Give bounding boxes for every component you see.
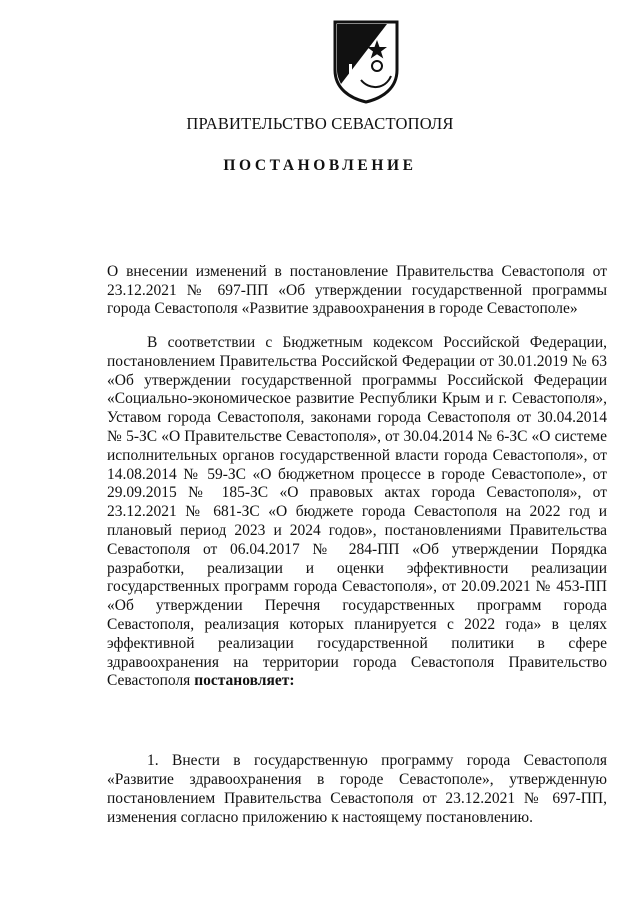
decree-item-1: 1. Внести в государственную программу города Севастополя «Развитие здравоохранения в городе Севастополе», утвержденную постановлением Правительства Севастополя от 23.12.2021 № 697-ПП, изменения согласно приложению к настоящему постановлению. [107,752,607,826]
preamble-text: В соответствии с Бюджетным кодексом Российской Федерации, постановлением Правительства Российской Федерации от 30.01.2019 № 63 «Об утверждении государственной программы Российской Федерации «Социально-экономическое развитие Республики Крым и г. Севастополя», Уставом города Севастополя, законами города Севастополя от 30.04.2014 № 5-ЗС «О Правительстве Севастополя», от 30.04.2014 № 6-ЗС «О системе исполнительных органов государственной власти города Севастополя», от 14.08.2014 № 59-ЗС «О бюджетном процессе в городе Севастополе», от 29.09.2015 № 185-ЗС «О правовых актах города Севастополя», от 23.12.2021 № 681-ЗС «О бюджете города Севастополя на 2022 год и плановый период 2023 и 2024 годов», постановлениями Правительства Севастополя от 06.04.2017 № 284-ПП «Об утверждении Порядка разработки, реализации и оценки эффективности реализации государственных программ города Севастополя», от 20.09.2021 № 453-ПП «Об утверждении Перечня государственных программ города Севастополя, реализация которых планируется с 2022 года» в целях эффективной реализации государственной политики в сфере здравоохранения на территории города Севастополя Правительство Севастополя [107,334,607,690]
coat-of-arms-icon [331,18,401,104]
preamble-paragraph [107,334,607,691]
organization-title: ПРАВИТЕЛЬСТВО СЕВАСТОПОЛЯ [186,114,454,133]
document-type-heading: ПОСТАНОВЛЕНИЕ [223,157,417,174]
decree-word: постановляет: [194,672,295,690]
document-subject: О внесении изменений в постановление Правительства Севастополя от 23.12.2021 № 697-ПП «Об утверждении государственной программы города Севастополя «Развитие здравоохранения в городе Севастополе» [107,263,607,317]
